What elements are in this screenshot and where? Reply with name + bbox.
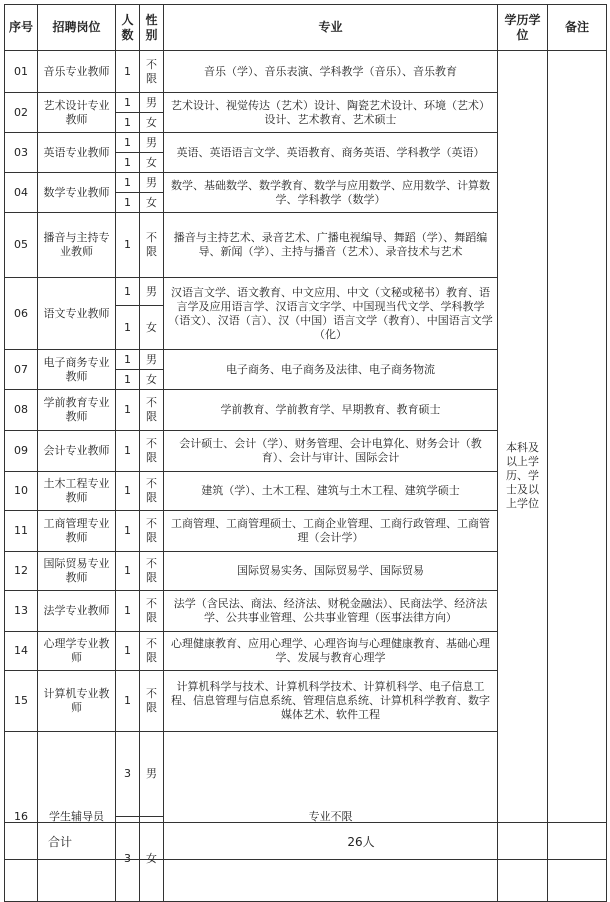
seq-cell: 01 [5, 51, 38, 93]
gender-cell: 不限 [140, 51, 164, 93]
gender-cell: 女 [140, 193, 164, 213]
position-cell: 电子商务专业教师 [38, 350, 116, 390]
gender-cell: 不限 [140, 552, 164, 591]
count-cell: 1 [116, 671, 140, 732]
header-count: 人数 [116, 5, 140, 51]
header-row [5, 5, 607, 51]
position-cell: 艺术设计专业教师 [38, 93, 116, 133]
gender-cell: 女 [140, 153, 164, 173]
gender-cell: 不限 [140, 472, 164, 511]
header-note: 备注 [548, 5, 607, 51]
gender-cell: 男 [140, 278, 164, 306]
gender-cell: 不限 [140, 671, 164, 732]
major-cell: 音乐（学）、音乐表演、学科教学（音乐）、音乐教育 [164, 51, 498, 93]
gender-cell: 女 [140, 817, 164, 902]
count-cell: 1 [116, 51, 140, 93]
gender-cell: 不限 [140, 632, 164, 671]
seq-cell: 06 [5, 278, 38, 350]
position-cell: 语文专业教师 [38, 278, 116, 350]
seq-cell: 15 [5, 671, 38, 732]
total-label: 合计 [5, 823, 116, 860]
note-cell-empty [548, 51, 607, 902]
seq-cell: 03 [5, 133, 38, 173]
count-cell: 1 [116, 431, 140, 472]
count-cell: 1 [116, 133, 140, 153]
major-cell: 数学、基础数学、数学教育、数学与应用数学、应用数学、计算数学、学科教学（数学） [164, 173, 498, 213]
degree-cell-shared: 本科及以上学历、学士及以上学位 [498, 51, 548, 902]
total-table [4, 822, 607, 860]
count-cell: 1 [116, 153, 140, 173]
count-cell: 1 [116, 552, 140, 591]
gender-cell: 男 [140, 133, 164, 153]
count-cell: 1 [116, 390, 140, 431]
recruitment-table [4, 4, 607, 902]
seq-cell: 13 [5, 591, 38, 632]
major-cell: 工商管理、工商管理硕士、工商企业管理、工商行政管理、工商管理（会计学） [164, 511, 498, 552]
count-cell: 1 [116, 472, 140, 511]
count-cell: 1 [116, 113, 140, 133]
gender-cell: 女 [140, 113, 164, 133]
gender-cell: 男 [140, 173, 164, 193]
count-cell: 1 [116, 591, 140, 632]
count-cell: 1 [116, 632, 140, 671]
total-value: 26人 [116, 823, 607, 860]
position-cell: 数学专业教师 [38, 173, 116, 213]
major-cell: 会计硕士、会计（学）、财务管理、会计电算化、财务会计（教育）、会计与审计、国际会计 [164, 431, 498, 472]
position-cell: 国际贸易专业教师 [38, 552, 116, 591]
major-cell: 英语、英语语言文学、英语教育、商务英语、学科教学（英语） [164, 133, 498, 173]
gender-cell: 男 [140, 732, 164, 817]
count-cell: 1 [116, 93, 140, 113]
position-cell: 英语专业教师 [38, 133, 116, 173]
count-cell: 1 [116, 213, 140, 278]
position-cell: 会计专业教师 [38, 431, 116, 472]
major-cell: 专业不限 [164, 732, 498, 902]
header-gender: 性别 [140, 5, 164, 51]
seq-cell: 11 [5, 511, 38, 552]
header-seq: 序号 [5, 5, 38, 51]
position-cell: 学生辅导员 [38, 732, 116, 902]
seq-cell: 05 [5, 213, 38, 278]
gender-cell: 女 [140, 306, 164, 350]
header-position: 招聘岗位 [38, 5, 116, 51]
gender-cell: 不限 [140, 390, 164, 431]
position-cell: 学前教育专业教师 [38, 390, 116, 431]
gender-cell: 不限 [140, 511, 164, 552]
gender-cell: 不限 [140, 431, 164, 472]
gender-cell: 不限 [140, 591, 164, 632]
count-cell: 1 [116, 193, 140, 213]
position-cell: 计算机专业教师 [38, 671, 116, 732]
gender-cell: 男 [140, 93, 164, 113]
seq-cell: 12 [5, 552, 38, 591]
count-cell: 3 [116, 817, 140, 902]
position-cell: 心理学专业教师 [38, 632, 116, 671]
position-cell: 工商管理专业教师 [38, 511, 116, 552]
position-cell: 音乐专业教师 [38, 51, 116, 93]
header-major: 专业 [164, 5, 498, 51]
count-cell: 1 [116, 306, 140, 350]
total-row [5, 823, 607, 860]
count-cell: 1 [116, 278, 140, 306]
seq-cell: 04 [5, 173, 38, 213]
seq-cell: 08 [5, 390, 38, 431]
seq-cell: 02 [5, 93, 38, 133]
major-cell: 国际贸易实务、国际贸易学、国际贸易 [164, 552, 498, 591]
major-cell: 艺术设计、视觉传达（艺术）设计、陶瓷艺术设计、环境（艺术）设计、艺术教育、艺术硕士 [164, 93, 498, 133]
gender-cell: 女 [140, 370, 164, 390]
count-cell: 1 [116, 173, 140, 193]
major-cell: 播音与主持艺术、录音艺术、广播电视编导、舞蹈（学）、舞蹈编导、新闻（学）、主持与播音（艺术）、录音技术与艺术 [164, 213, 498, 278]
major-cell: 法学（含民法、商法、经济法、财税金融法）、民商法学、经济法学、公共事业管理、公共事业管理（医事法律方向） [164, 591, 498, 632]
major-cell: 学前教育、学前教育学、早期教育、教育硕士 [164, 390, 498, 431]
seq-cell: 07 [5, 350, 38, 390]
position-cell: 播音与主持专业教师 [38, 213, 116, 278]
seq-cell: 16 [5, 732, 38, 902]
major-cell: 心理健康教育、应用心理学、心理咨询与心理健康教育、基础心理学、发展与教育心理学 [164, 632, 498, 671]
count-cell: 3 [116, 732, 140, 817]
position-cell: 法学专业教师 [38, 591, 116, 632]
seq-cell: 10 [5, 472, 38, 511]
count-cell: 1 [116, 370, 140, 390]
major-cell: 电子商务、电子商务及法律、电子商务物流 [164, 350, 498, 390]
major-cell: 建筑（学）、土木工程、建筑与土木工程、建筑学硕士 [164, 472, 498, 511]
seq-cell: 14 [5, 632, 38, 671]
header-degree: 学历学位 [498, 5, 548, 51]
gender-cell: 男 [140, 350, 164, 370]
count-cell: 1 [116, 350, 140, 370]
seq-cell: 09 [5, 431, 38, 472]
major-cell: 汉语言文学、语文教育、中文应用、中文（文秘或秘书）教育、语言学及应用语言学、汉语言文字学、中国现当代文学、学科教学（语文）、汉语（言）、汉（中国）语言文学（教育）、中国语言文学（化） [164, 278, 498, 350]
table-row [5, 51, 607, 93]
major-cell: 计算机科学与技术、计算机科学技术、计算机科学、电子信息工程、信息管理与信息系统、管理信息系统、计算机科学教育、数字媒体艺术、软件工程 [164, 671, 498, 732]
count-cell: 1 [116, 511, 140, 552]
position-cell: 土木工程专业教师 [38, 472, 116, 511]
gender-cell: 不限 [140, 213, 164, 278]
